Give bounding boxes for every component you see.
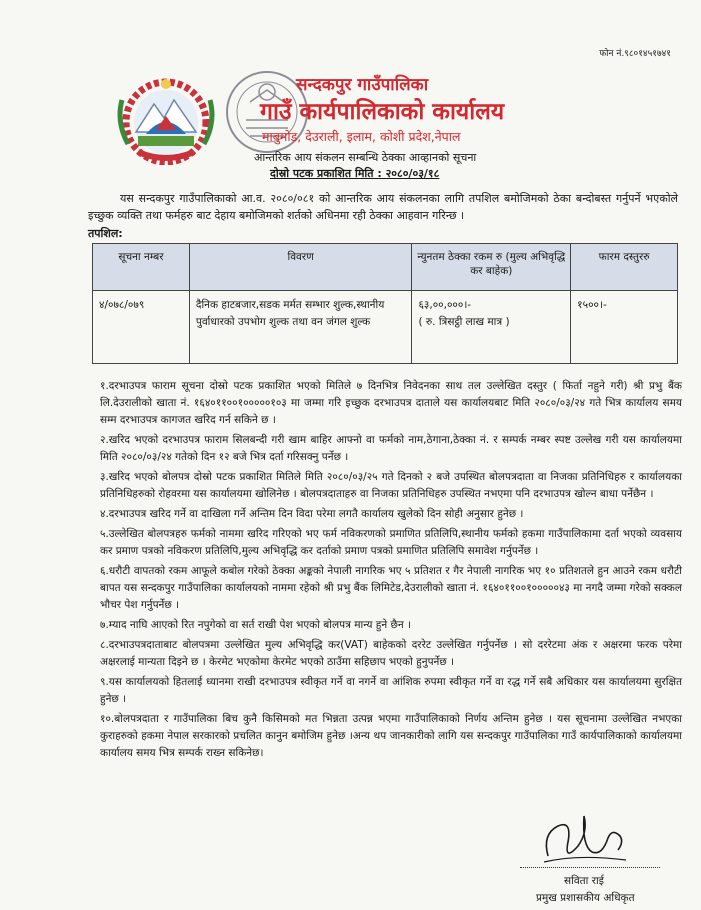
condition-item: ४.दरभाउपत्र खरिद गर्ने वा दाखिला गर्ने अन्तिम दिन विदा परेमा लगतै कार्यालय खुलेको दिन सोही अनुसार हुनेछ । — [100, 508, 524, 520]
conditions-list — [100, 378, 682, 765]
office-address: माबुमोड, देउराली, इलाम, कोशी प्रदेश,नेपाल — [262, 129, 461, 144]
table-row — [93, 291, 678, 364]
signer-name: सविता राई — [564, 875, 604, 887]
condition-item: ८.दरभाउपत्रदाताबाट बोलपत्रमा उल्लेखित मुल्य अभिवृद्धि कर(VAT) बाहेकको दररेट उल्लेखित गर्नुपर्नेछ । सो दररेटमा अंक र अक्षरमा फरक परेमा अक्षरलाई मान्यता दिइने छ । केरमेट भएकोमा केरमेट भएको ठाउँमा सहिछाप भएको हुनुपर्नेछ । — [100, 639, 682, 668]
details-label: तपशिल: — [88, 227, 123, 240]
table-header-row — [93, 244, 678, 291]
condition-item: ७.म्याद नाघि आएको रित नपुगेको वा सर्त राखी पेश भएको बोलपत्र मान्य हुने छैन । — [100, 619, 411, 631]
signature-line — [520, 867, 660, 868]
condition-item: ३.खरिद भएको बोलपत्र दोस्रो पटक प्रकाशित मितिले मिति २०८०/०३/२५ गते दिनको २ बजे उपस्थित बोलपत्रदाता वा निजका प्रतिनिधिहरु र कार्यालयका प्रतिनिधिहरुको रोहवरमा यस कार्यालयमा खोलिनेछ । बोलपत्रदाताहरु वा निजका प्रतिनिधिहरु उपस्थित नभएमा पनि दरभाउपत्र खोल्न बाधा पर्नेछैन । — [100, 471, 682, 500]
nepal-emblem-icon — [112, 70, 220, 165]
amount-in-words: ( रु. त्रिसट्ठी लाख मात्र ) — [418, 316, 510, 328]
header-notice-number: सूचना नम्बर — [93, 244, 190, 291]
cell-description: दैनिक हाटबजार,सडक मर्मत सम्भार शुल्क,स्थानीय पुर्वाधारको उपभोग शुल्क तथा वन जंगल शुल्क — [189, 291, 412, 364]
phone-number: फोन नं.९८०१४५१७४१ — [599, 49, 671, 59]
condition-item: ५.उल्लेखित बोलपत्रहरु फर्मको नाममा खरिद गरिएको भए फर्म नविकरणको प्रमाणित प्रतिलिपि,स्थानीय फर्मको हकमा गाउँपालिकामा दर्ता भएको व्यवसाय कर प्रमाण पत्रको नविकरण प्रतिलिपि,मुल्य अभिवृद्धि कर दर्ताको प्रमाण पत्रको प्रमाणित प्रतिलिपि समावेश गर्नुपर्नेछ । — [100, 528, 682, 557]
municipality-name: सन्दकपुर गाउँपालिका — [296, 75, 429, 95]
condition-item: ९.यस कार्यालयको हितलाई ध्यानमा राखी दरभाउपत्र स्वीकृत गर्ने वा नगर्ने वा आंशिक रुपमा स्वीकृत गर्ने वा रद्ध गर्ने सबै अधिकार यस कार्यालयमा सुरक्षित हुनेछ । — [100, 676, 682, 705]
cell-amount — [412, 291, 571, 364]
condition-item: २.खरिद भएको दरभाउपत्र फाराम सिलबन्दी गरी खाम बाहिर आफ्नो वा फर्मको नाम,ठेगाना,ठेक्का नं. र सम्पर्क नम्बर स्पष्ट उल्लेख गरी यस कार्यालयमा मिति २०८०/०३/२४ गतेको दिन १२ बजे भित्र दर्ता गरिसक्नु पर्नेछ । — [100, 434, 682, 463]
signer-designation: प्रमुख प्रशासकीय अधिकृत — [536, 892, 635, 904]
tender-table — [92, 243, 678, 364]
header-form-fee: फारम दस्तुररु — [571, 244, 678, 291]
office-name: गाउँ कार्यपालिकाको कार्यालय — [260, 99, 505, 125]
intro-paragraph: यस सन्दकपुर गाउँपालिकाको आ.व. २०८०/०८१ को आन्तरिक आय संकलनका लागि तपशिल बमोजिमको ठेका बन्दोबस्त गर्नुपर्ने भएकोले इच्छुक व्यक्ति तथा फर्महरु बाट देहाय बमोजिमको शर्तको अधिनमा रही ठेक्का आहवान गरिन्छ । — [88, 192, 678, 222]
amount-figure: ६३,००,०००।- — [418, 299, 472, 311]
publication-date: दोस्रो पटक प्रकाशित मिति : २०८०/०३/१८ — [270, 167, 440, 180]
condition-item: ६.धरौटी वापतको रकम आफूले कबोल गरेको ठेक्का अङ्कको नेपाली नागरिक भए ५ प्रतिशत र गैर नेपाली नागरिक भए १० प्रतिशतले हुन आउने रकम धरौटी बापत यस सन्दकपुर गाउँपालिका कार्यालयको नाममा रहेको श्री प्रभु बैंक लिमिटेड,देउरालीको खाता नं. १६४०११००१०००००४३ मा नगदै जम्मा गरेको सक्कल भौचर पेश गर्नुपर्नेछ । — [100, 565, 682, 611]
cell-notice-number: ४/०७८/०७९ — [93, 291, 190, 364]
condition-item: १.दरभाउपत्र फाराम सूचना दोस्रो पटक प्रकाशित भएको मितिले ७ दिनभित्र निवेदनका साथ तल उल्लेखित दस्तुर ( फिर्ता नहुने गरी) श्री प्रभु बैंक लि.देउरालीको खाता नं. १६४०११००१०००००१०३ मा जम्मा गरि इच्छुक दरभाउपत्र दाताले यस कार्यालयबाट मिति २०८०/०३/२४ गते भित्र कार्यालय समय सम्म दरभाउपत्र कागजत खरिद गर्न सकिने छ । — [100, 380, 682, 426]
notice-subject: आन्तरिक आय संकलन सम्बन्धि ठेक्का आव्हानको सूचना — [254, 151, 477, 164]
header-minimum-amount: न्युनतम ठेक्का रकम रु (मुल्य अभिवृद्धि कर बाहेक) — [412, 244, 571, 291]
cell-form-fee: १५००।- — [571, 291, 678, 364]
signature-icon — [538, 806, 630, 868]
condition-item: १०.बोलपत्रदाता र गाउँपालिका बिच कुनै किसिमको मत भिन्नता उत्पन्न भएमा गाउँपालिकाको निर्णय अन्तिम हुनेछ । यस सूचनामा उल्लेखित नभएका कुराहरुको हकमा नेपाल सरकारको प्रचलित कानुन बमोजिम हुनेछ ।अन्य थप जानकारीको लागि यस सन्दकपुर गाउँपालिका गाउँ कार्यपालिकाको कार्यालयमा कार्यालय समय भित्र सम्पर्क राख्न सकिनेछ। — [100, 713, 682, 759]
header-description: विवरण — [189, 244, 412, 291]
